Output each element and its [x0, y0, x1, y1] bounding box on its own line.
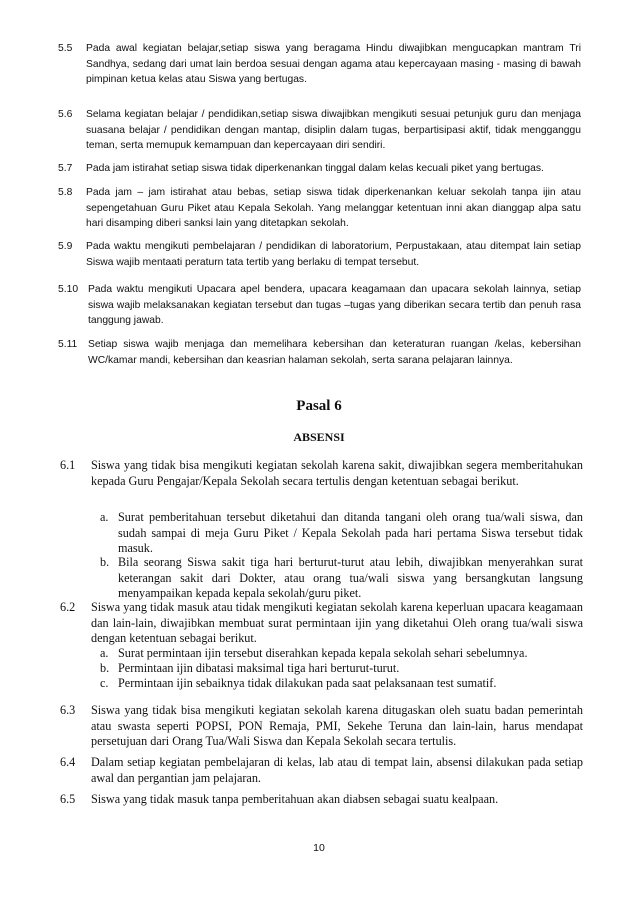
clause-6-1-b	[100, 555, 583, 602]
clause-6-4	[60, 755, 583, 786]
clause-text: Pada jam istirahat setiap siswa tidak diperkenankan tinggal dalam kelas kecuali piket yang bertugas.	[86, 163, 544, 174]
clause-5-7	[58, 161, 581, 177]
clause-6-3	[60, 703, 583, 750]
clause-number: 5.7	[58, 163, 73, 174]
item-letter: b.	[100, 661, 110, 675]
item-text: Permintaan ijin sebaiknya tidak dilakukan pada saat pelaksanaan test sumatif.	[118, 676, 497, 690]
clause-text: Selama kegiatan belajar / pendidikan,setiap siswa diwajibkan mengikuti sesuai petunjuk guru dan menjaga suasana belajar / pendidikan dengan mantap, disiplin dalam tugas, berpartisipasi aktif, tidak mengganggu teman, serta memupuk kemampuan dan kepercayaan diri sendiri.	[86, 109, 581, 151]
item-letter: a.	[100, 510, 109, 524]
clause-text: Siswa yang tidak masuk atau tidak mengikuti kegiatan sekolah karena keperluan upacara keagamaan dan lain-lain, diwajibkan membuat surat permintaan ijin yang diketahui Oleh orang tua/wali siswa dengan ketentuan sebagai berikut.	[91, 600, 583, 646]
clause-text: Dalam setiap kegiatan pembelajaran di kelas, lab atau di tempat lain, absensi dilakukan pada setiap awal dan pergantian jam pelajaran.	[91, 755, 583, 785]
clause-5-10	[58, 282, 581, 329]
clause-number: 5.10	[58, 284, 79, 295]
clause-text: Setiap siswa wajib menjaga dan memelihara kebersihan dan keteraturan ruangan /kelas, kebersihan WC/kamar mandi, kebersihan dan keasrian halaman sekolah, serta sarana pelajaran lainnya.	[88, 339, 581, 366]
clause-text: Siswa yang tidak bisa mengikuti kegiatan sekolah karena sakit, diwajibkan segera memberitahukan kepada Guru Pengajar/Kepala Sekolah secara tertulis dengan ketentuan sebagai berikut.	[91, 458, 583, 488]
item-letter: b.	[100, 555, 110, 569]
section-subtitle: ABSENSI	[293, 430, 345, 444]
clause-6-2-c	[100, 676, 583, 692]
item-text: Bila seorang Siswa sakit tiga hari berturut-turut atau lebih, diwajibkan menyerahkan surat keterangan sakit dari Dokter, atau orang tua/wali siswa yang bersangkutan langsung menyampaikan kepada kepala sekolah/guru piket.	[118, 555, 583, 601]
clause-number: 5.8	[58, 187, 73, 198]
item-text: Surat permintaan ijin tersebut diserahkan kepada kepala sekolah sehari sebelumnya.	[118, 646, 528, 660]
item-letter: c.	[100, 676, 109, 690]
clause-text: Pada waktu mengikuti Upacara apel bendera, upacara keagamaan dan upacara sekolah lainnya, setiap siswa wajib melaksanakan kegiatan tersebut dan tugas –tugas yang diberikan secara tertib dan penuh rasa tanggung jawab.	[88, 284, 581, 326]
clause-number: 5.9	[58, 241, 73, 252]
clause-6-2-a	[100, 646, 583, 662]
clause-text: Siswa yang tidak masuk tanpa pemberitahuan akan diabsen sebagai suatu kealpaan.	[91, 792, 499, 806]
clause-text: Pada awal kegiatan belajar,setiap siswa yang beragama Hindu diwajibkan mengucapkan mantram Tri Sandhya, sedang dari umat lain berdoa sesuai dengan agama atau kepercayaan masing - masing di bawah pimpinan ketua kelas atau Siswa yang bertugas.	[86, 43, 581, 85]
clause-5-8	[58, 185, 581, 232]
clause-number: 5.6	[58, 109, 73, 120]
clause-6-2-b	[100, 661, 583, 677]
clause-text: Pada jam – jam istirahat atau bebas, setiap siswa tidak diperkenankan keluar sekolah tanpa ijin atau sepengetahuan Guru Piket atau Kepala Sekolah. Yang melanggar ketentuan inni akan dianggap alpa satu hari disamping diberi sanksi lain yang ditetapkan sekolah.	[86, 187, 581, 229]
clause-5-9	[58, 239, 581, 270]
item-text: Surat pemberitahuan tersebut diketahui dan ditanda tangani oleh orang tua/wali siswa, dan sudah sampai di meja Guru Piket / Kepala Sekolah pada hari pertama Siswa tersebut tidak masuk.	[118, 510, 583, 556]
clause-5-11	[58, 337, 581, 368]
item-text: Permintaan ijin dibatasi maksimal tiga hari berturut-turut.	[118, 661, 400, 675]
clause-6-5	[60, 792, 583, 808]
item-letter: a.	[100, 646, 109, 660]
clause-number: 5.11	[58, 339, 78, 350]
section-title: Pasal 6	[296, 398, 342, 414]
page-number: 10	[313, 842, 325, 854]
clause-number: 5.5	[58, 43, 73, 54]
clause-6-1-a	[100, 510, 583, 557]
clause-text: Siswa yang tidak bisa mengikuti kegiatan sekolah karena ditugaskan oleh suatu badan pemerintah atau swasta seperti POPSI, PON Remaja, PMI, Sekehe Teruna dan lain-lain, harus mendapat persetujuan dari Orang Tua/Wali Siswa dan Kepala Sekolah secara tertulis.	[91, 703, 583, 749]
clause-6-2	[60, 600, 583, 647]
clause-number: 6.4	[60, 755, 76, 769]
clause-number: 6.2	[60, 600, 76, 614]
clause-text: Pada waktu mengikuti pembelajaran / pendidikan di laboratorium, Perpustakaan, atau ditempat lain setiap Siswa wajib mentaati peraturn tata tertib yang berlaku di tempat tersebut.	[86, 241, 581, 268]
clause-5-5	[58, 41, 581, 88]
clause-number: 6.5	[60, 792, 76, 806]
clause-number: 6.3	[60, 703, 76, 717]
clause-5-6	[58, 107, 581, 154]
clause-6-1	[60, 458, 583, 489]
clause-number: 6.1	[60, 458, 76, 472]
